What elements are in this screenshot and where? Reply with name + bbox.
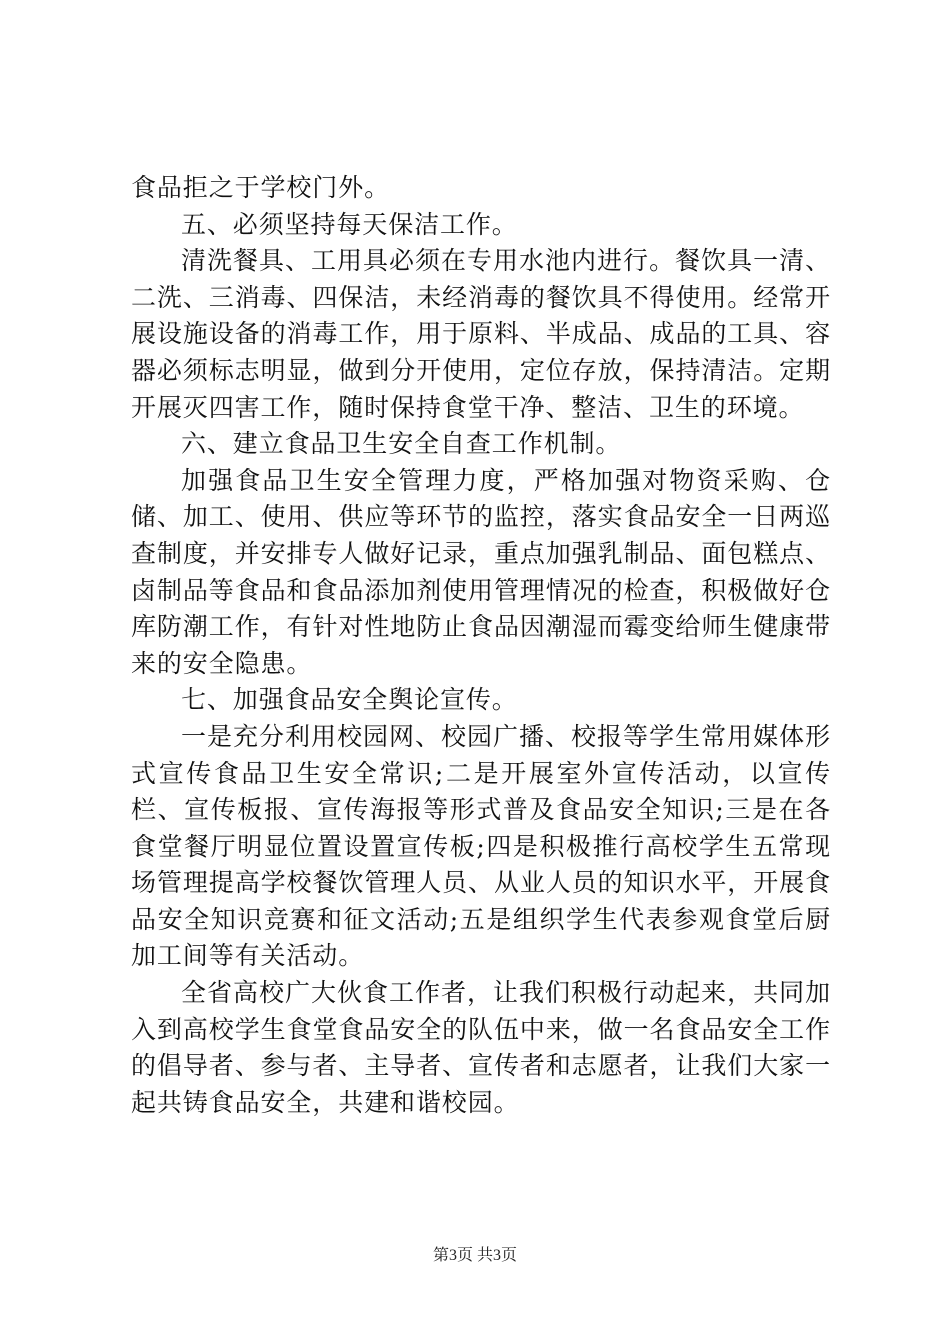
paragraph-self-inspection: 加强食品卫生安全管理力度，严格加强对物资采购、仓储、加工、使用、供应等环节的监控，落实食品安全一日两巡查制度，并安排专人做好记录，重点加强乳制品、面包糕点、卤制品等食品和食品添加剂使用管理情况的检查，积极做好仓库防潮工作，有针对性地防止食品因潮湿而霉变给师生健康带来的安全隐患。 <box>131 465 831 678</box>
paragraph-cleaning: 清洗餐具、工用具必须在专用水池内进行。餐饮具一清、二洗、三消毒、四保洁，未经消毒的餐饮具不得使用。经常开展设施设备的消毒工作，用于原料、半成品、成品的工具、容器必须标志明显，做到分开使用，定位存放，保持清洁。定期开展灭四害工作，随时保持食堂干净、整洁、卫生的环境。 <box>131 246 831 422</box>
paragraph-continuation: 食品拒之于学校门外。 <box>131 173 391 202</box>
document-body <box>131 170 831 1121</box>
paragraph-closing: 全省高校广大伙食工作者，让我们积极行动起来，共同加入到高校学生食堂食品安全的队伍中来，做一名食品安全工作的倡导者、参与者、主导者、宣传者和志愿者，让我们大家一起共铸食品安全，共建和谐校园。 <box>131 978 831 1117</box>
section-heading-seven: 七、加强食品安全舆论宣传。 <box>181 685 518 715</box>
section-heading-five: 五、必须坚持每天保洁工作。 <box>181 209 518 239</box>
section-heading-six: 六、建立食品卫生安全自查工作机制。 <box>181 429 622 459</box>
page-number-footer: 第3页 共3页 <box>432 1247 517 1264</box>
paragraph-publicity: 一是充分利用校园网、校园广播、校报等学生常用媒体形式宣传食品卫生安全常识;二是开展室外宣传活动，以宣传栏、宣传板报、宣传海报等形式普及食品安全知识;三是在各食堂餐厅明显位置设置宣传板;四是积极推行高校学生五常现场管理提高学校餐饮管理人员、从业人员的知识水平，开展食品安全知识竞赛和征文活动;五是组织学生代表参观食堂后厨加工间等有关活动。 <box>131 721 831 971</box>
